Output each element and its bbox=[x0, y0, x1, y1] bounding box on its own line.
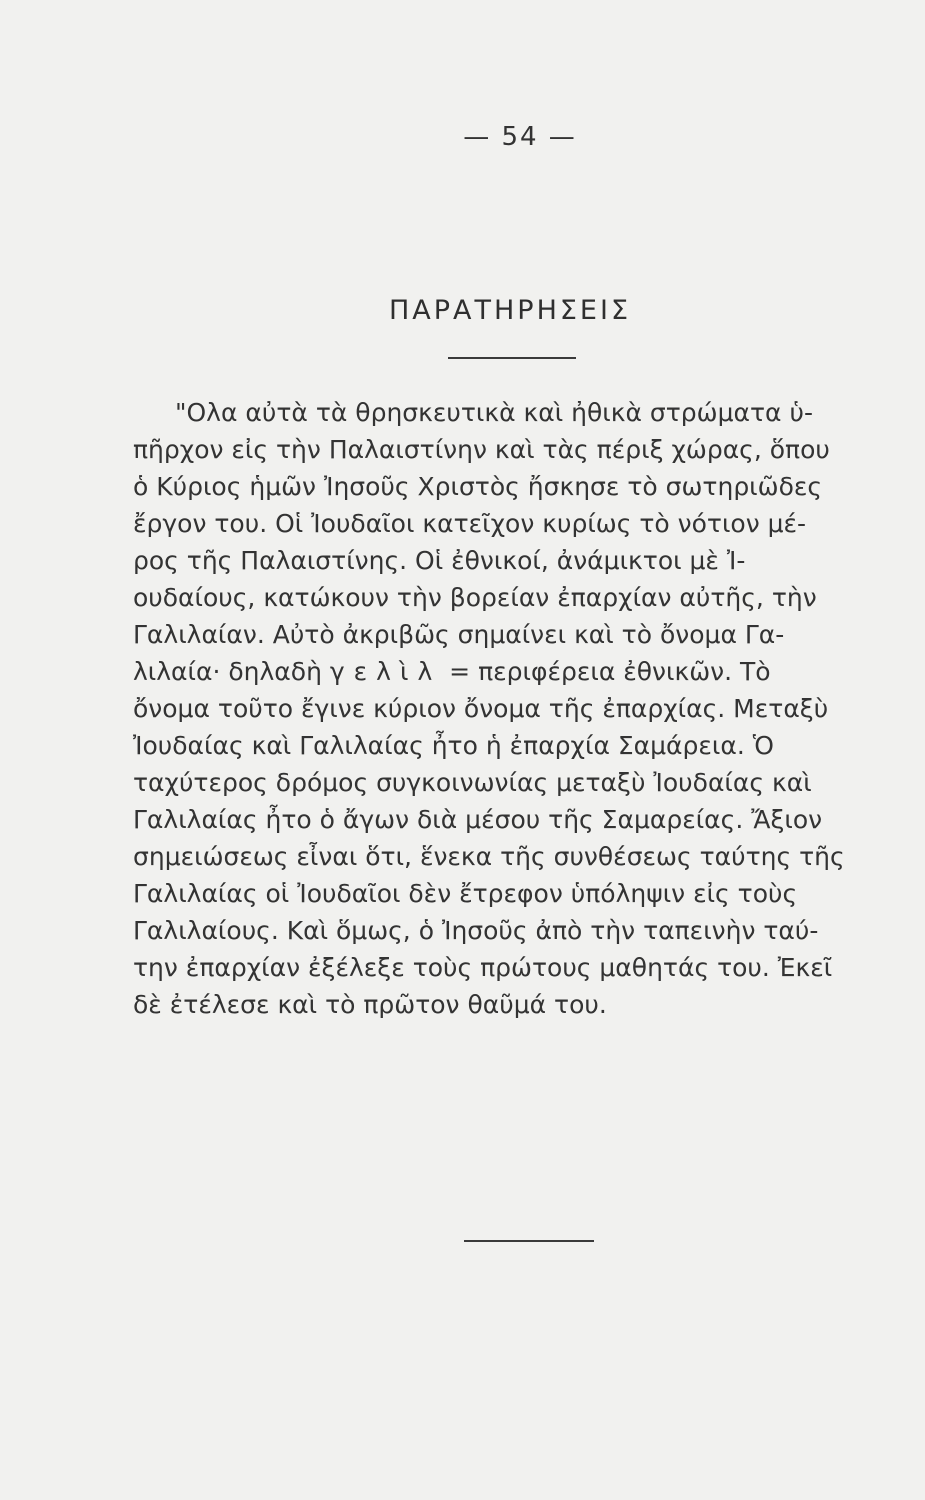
text-line: Γαλιλαίαν. Αὐτὸ ἀκριβῶς σημαίνει καὶ τὸ ὄνομα Γα- bbox=[133, 620, 785, 649]
text-line: ὄνομα τοῦτο ἔγινε κύριον ὄνομα τῆς ἐπαρχίας. Μεταξὺ bbox=[133, 694, 829, 723]
text-line: ὁ Κύριος ἡμῶν Ἰησοῦς Χριστὸς ἤσκησε τὸ σωτηριῶδες bbox=[133, 472, 823, 501]
text-line: "Ολα αὐτὰ τὰ θρησκευτικὰ καὶ ἠθικὰ στρώματα ὑ- bbox=[175, 398, 813, 427]
heading-divider bbox=[448, 357, 576, 359]
text-line: δὲ ἐτέλεσε καὶ τὸ πρῶτον θαῦμά του. bbox=[133, 990, 607, 1019]
text-line: ἔργον του. Οἱ Ἰουδαῖοι κατεῖχον κυρίως τὸ νότιον μέ- bbox=[133, 509, 807, 538]
end-divider bbox=[464, 1240, 594, 1242]
text-line: Γαλιλαίους. Καὶ ὅμως, ὁ Ἰησοῦς ἀπὸ τὴν ταπεινὴν ταύ- bbox=[133, 916, 819, 945]
text-line: ουδαίους, κατώκουν τὴν βορείαν ἐπαρχίαν αὐτῆς, τὴν bbox=[133, 583, 817, 612]
text-line: Γαλιλαίας ἦτο ὁ ἄγων διὰ μέσου τῆς Σαμαρείας. Ἄξιον bbox=[133, 805, 823, 834]
page-number: — 54 — bbox=[463, 122, 577, 152]
text-line: ρος τῆς Παλαιστίνης. Οἱ ἐθνικοί, ἀνάμικτοι μὲ Ἰ- bbox=[133, 546, 746, 575]
text-line: ταχύτερος δρόμος συγκοινωνίας μεταξὺ Ἰουδαίας καὶ bbox=[133, 768, 812, 797]
text-line: την ἐπαρχίαν ἐξέλεξε τοὺς πρώτους μαθητάς του. Ἐκεῖ bbox=[133, 953, 833, 982]
text-line: Ἰουδαίας καὶ Γαλιλαίας ἦτο ἡ ἐπαρχία Σαμάρεια. Ὁ bbox=[133, 731, 774, 760]
body-paragraph bbox=[133, 394, 925, 1023]
text-line: λιλαία· δηλαδὴ γελὶλ = περιφέρεια ἐθνικῶν. Τὸ bbox=[133, 657, 771, 686]
text-line: πῆρχον εἰς τὴν Παλαιστίνην καὶ τὰς πέριξ χώρας, ὅπου bbox=[133, 435, 830, 464]
text-line: σημειώσεως εἶναι ὅτι, ἕνεκα τῆς συνθέσεως ταύτης τῆς bbox=[133, 842, 845, 871]
text-line: Γαλιλαίας οἱ Ἰουδαῖοι δὲν ἔτρεφον ὑπόληψιν εἰς τοὺς bbox=[133, 879, 798, 908]
spaced-word: γελὶλ bbox=[329, 657, 442, 686]
section-heading: ΠΑΡΑΤΗΡΗΣΕΙΣ bbox=[388, 295, 632, 326]
